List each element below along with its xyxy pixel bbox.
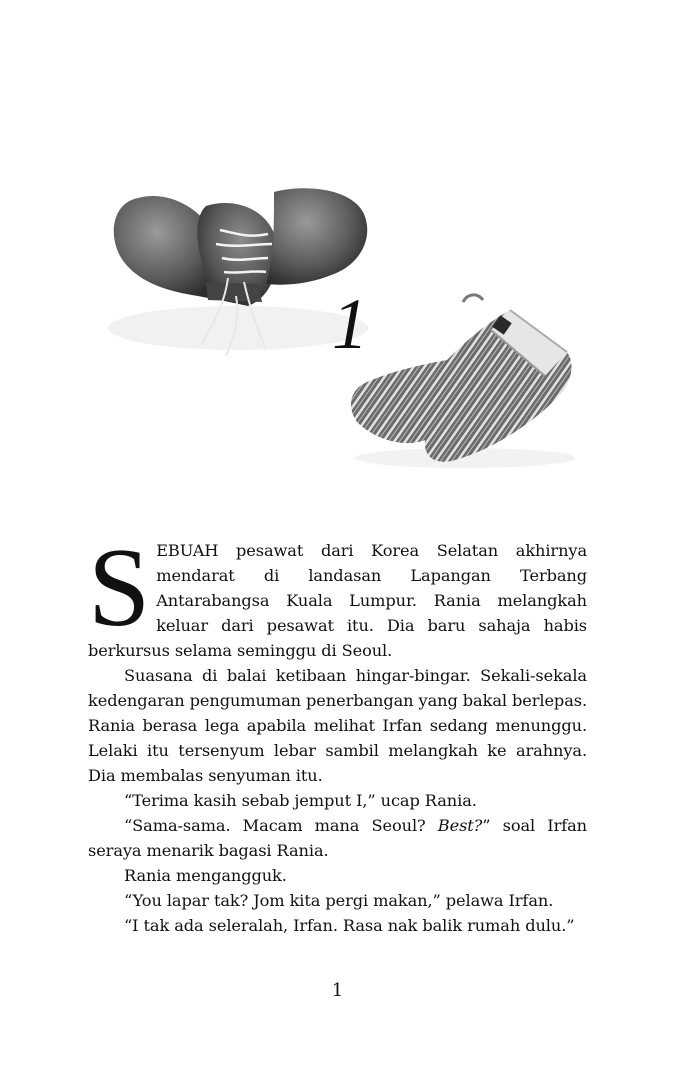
chapter-text xyxy=(88,526,587,938)
paragraph-4-italic: Best? xyxy=(437,816,483,835)
paragraph-1 xyxy=(88,526,587,663)
paragraph-3: “Terima kasih sebab jemput I,” ucap Rania. xyxy=(124,791,477,810)
oven-mitt-illustration xyxy=(345,290,585,470)
paragraph-2: Suasana di balai ketibaan hingar-bingar. Sekali-sekala kedengaran pengumuman penerbangan yang bakal berlepas. Rania berasa lega apabila melihat Irfan sedang menunggu. Lelaki itu tersenyum lebar sambil melangkah ke arahnya. Dia membalas senyuman itu. xyxy=(88,666,587,785)
paragraph-4-end: ” soal Irfan seraya menarik bagasi Rania. xyxy=(88,816,587,860)
paragraph-7: “I tak ada seleralah, Irfan. Rasa nak balik rumah dulu.” xyxy=(124,916,575,935)
chapter-number: 1 xyxy=(332,284,368,364)
paragraph-4 xyxy=(88,813,587,863)
paragraph-5: Rania mengangguk. xyxy=(124,866,287,885)
paragraph-6: “You lapar tak? Jom kita pergi makan,” pelawa Irfan. xyxy=(124,891,554,910)
paragraph-4-start: “Sama-sama. Macam mana Seoul? xyxy=(124,816,438,835)
paragraph-1-text: EBUAH pesawat dari Korea Selatan akhirnya mendarat di landasan Lapangan Terbang Antarabangsa Kuala Lumpur. Rania melangkah keluar dari pesawat itu. Dia baru sahaja habis berkursus selama seminggu di Seoul. xyxy=(88,541,587,660)
page-number: 1 xyxy=(331,980,344,1001)
drop-cap: S xyxy=(88,526,151,650)
